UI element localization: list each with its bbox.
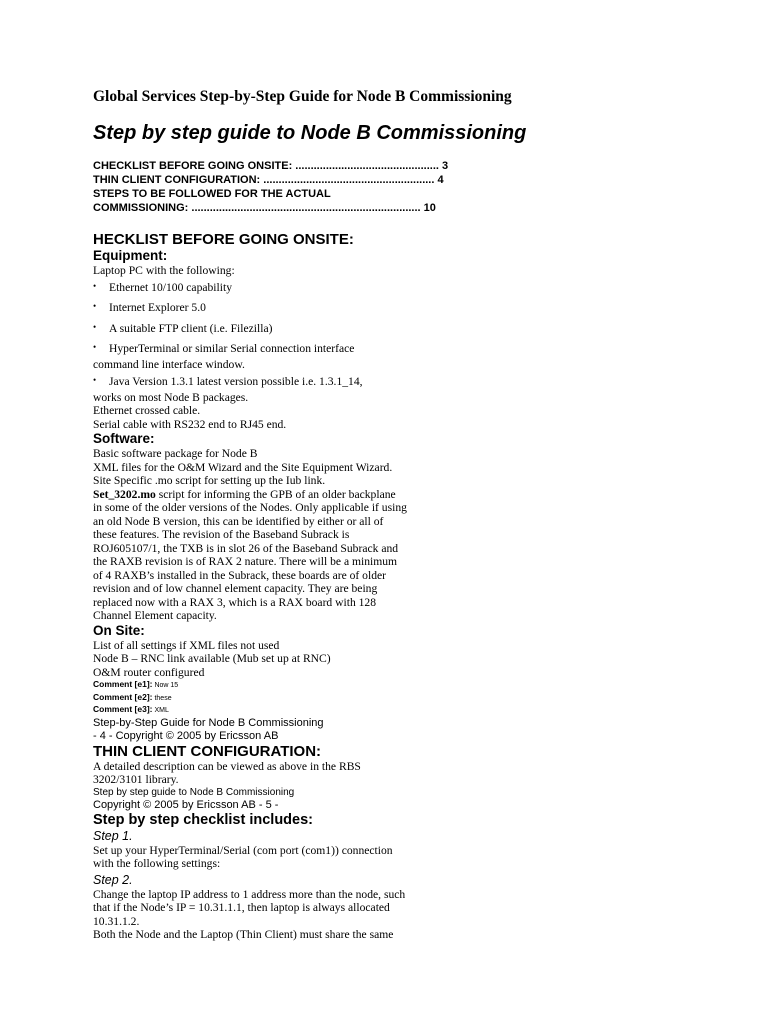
step-2-line: 10.31.1.2. (93, 914, 140, 928)
section-heading-thin-client: THIN CLIENT CONFIGURATION: (93, 742, 322, 760)
software-para-line: these features. The revision of the Baseband Subrack is (93, 528, 350, 541)
document-header: Global Services Step-by-Step Guide for Node B Commissioning (93, 88, 512, 105)
page-footer-copyright: Copyright © 2005 by Ericsson AB - 5 - (93, 798, 279, 811)
bullet-dot-icon: • (93, 280, 97, 291)
subheading-on-site: On Site: (93, 622, 145, 638)
page-footer-title: Step-by-Step Guide for Node B Commissioning (93, 716, 324, 729)
step-2-line: that if the Node’s IP = 10.31.1.1, then laptop is always allocated (93, 901, 390, 914)
onsite-line: List of all settings if XML files not used (93, 638, 280, 652)
mo-script-name: Set_3202.mo (93, 487, 156, 501)
bullet-dot-icon: • (93, 321, 97, 332)
bullet-dot-icon: • (93, 301, 97, 311)
bullet-dot-icon: • (93, 342, 97, 352)
bullet-item: • Java Version 1.3.1 latest version possible i.e. 1.3.1_14, (93, 375, 363, 388)
bullet-item: • HyperTerminal or similar Serial connection interface (93, 342, 355, 355)
software-para-line: in some of the older versions of the Nodes. Only applicable if using (93, 501, 407, 514)
software-line: Basic software package for Node B (93, 447, 258, 460)
step-2-label: Step 2. (93, 872, 133, 887)
software-para-line: an old Node B version, this can be identified by either or all of (93, 514, 384, 528)
table-of-contents (93, 159, 693, 215)
toc-entry-steps[interactable]: STEPS TO BE FOLLOWED FOR THE ACTUAL (93, 188, 331, 200)
software-para-line: revision and of low channel element capacity. They are being (93, 582, 378, 595)
step-1-line: with the following settings: (93, 857, 221, 870)
comment-note: Comment [e1]: Now 15 (93, 679, 179, 689)
step-1-line: Set up your HyperTerminal/Serial (com port (com1)) connection (93, 843, 393, 857)
software-para-line: ROJ605107/1, the TXB is in slot 26 of the Baseband Subrack and (93, 541, 399, 555)
equipment-intro: Laptop PC with the following: (93, 264, 235, 277)
toc-entry-commissioning[interactable]: COMMISSIONING: ........................................................................... 10 (93, 202, 436, 214)
bullet-item: • A suitable FTP client (i.e. Filezilla) (93, 321, 273, 335)
subheading-software: Software: (93, 431, 155, 446)
software-line: XML files for the O&M Wizard and the Site Equipment Wizard. (93, 460, 393, 474)
page-footer-title: Step by step guide to Node B Commissioning (93, 786, 295, 798)
software-para-line: Channel Element capacity. (93, 609, 217, 622)
onsite-line: Node B – RNC link available (Mub set up at RNC) (93, 652, 331, 665)
comment-note: Comment [e2]: these (93, 691, 172, 702)
page-footer-copyright: - 4 - Copyright © 2005 by Ericsson AB (93, 729, 279, 742)
software-para-line: of 4 RAXB’s installed in the Subrack, these boards are of older (93, 568, 386, 582)
section-heading-checklist: HECKLIST BEFORE GOING ONSITE: (93, 231, 354, 248)
step-2-line: Both the Node and the Laptop (Thin Client) must share the same (93, 928, 394, 941)
mo-script-line: Set_3202.mo script for informing the GPB of an older backplane (93, 487, 396, 501)
main-title: Step by step guide to Node B Commissioning (93, 122, 527, 144)
thin-client-line: 3202/3101 library. (93, 773, 179, 786)
bullet-item: • Ethernet 10/100 capability (93, 280, 232, 294)
equipment-line: Serial cable with RS232 end to RJ45 end. (93, 417, 287, 431)
equipment-line: works on most Node B packages. (93, 390, 249, 404)
software-para-line: the RAXB revision is of RAX 2 nature. There will be a minimum (93, 555, 398, 568)
equipment-line: command line interface window. (93, 357, 245, 371)
section-heading-step-checklist: Step by step checklist includes: (93, 811, 313, 828)
subheading-equipment: Equipment: (93, 248, 168, 263)
bullet-item: • Internet Explorer 5.0 (93, 301, 206, 314)
toc-entry-thin-client[interactable]: THIN CLIENT CONFIGURATION: ........................................................ 4 (93, 174, 444, 186)
step-1-label: Step 1. (93, 828, 133, 843)
software-para-line: replaced now with a RAX 3, which is a RAX board with 128 (93, 595, 377, 609)
document-page (93, 88, 693, 942)
onsite-line: O&M router configured (93, 665, 205, 679)
thin-client-line: A detailed description can be viewed as above in the RBS (93, 759, 361, 773)
comment-note: Comment [e3]: XML (93, 704, 169, 714)
toc-entry-checklist[interactable]: CHECKLIST BEFORE GOING ONSITE: ............................................... 3 (93, 160, 449, 172)
software-line: Site Specific .mo script for setting up the Iub link. (93, 474, 326, 487)
bullet-dot-icon: • (93, 375, 97, 385)
equipment-line: Ethernet crossed cable. (93, 404, 201, 417)
step-2-line: Change the laptop IP address to 1 address more than the node, such (93, 887, 406, 901)
